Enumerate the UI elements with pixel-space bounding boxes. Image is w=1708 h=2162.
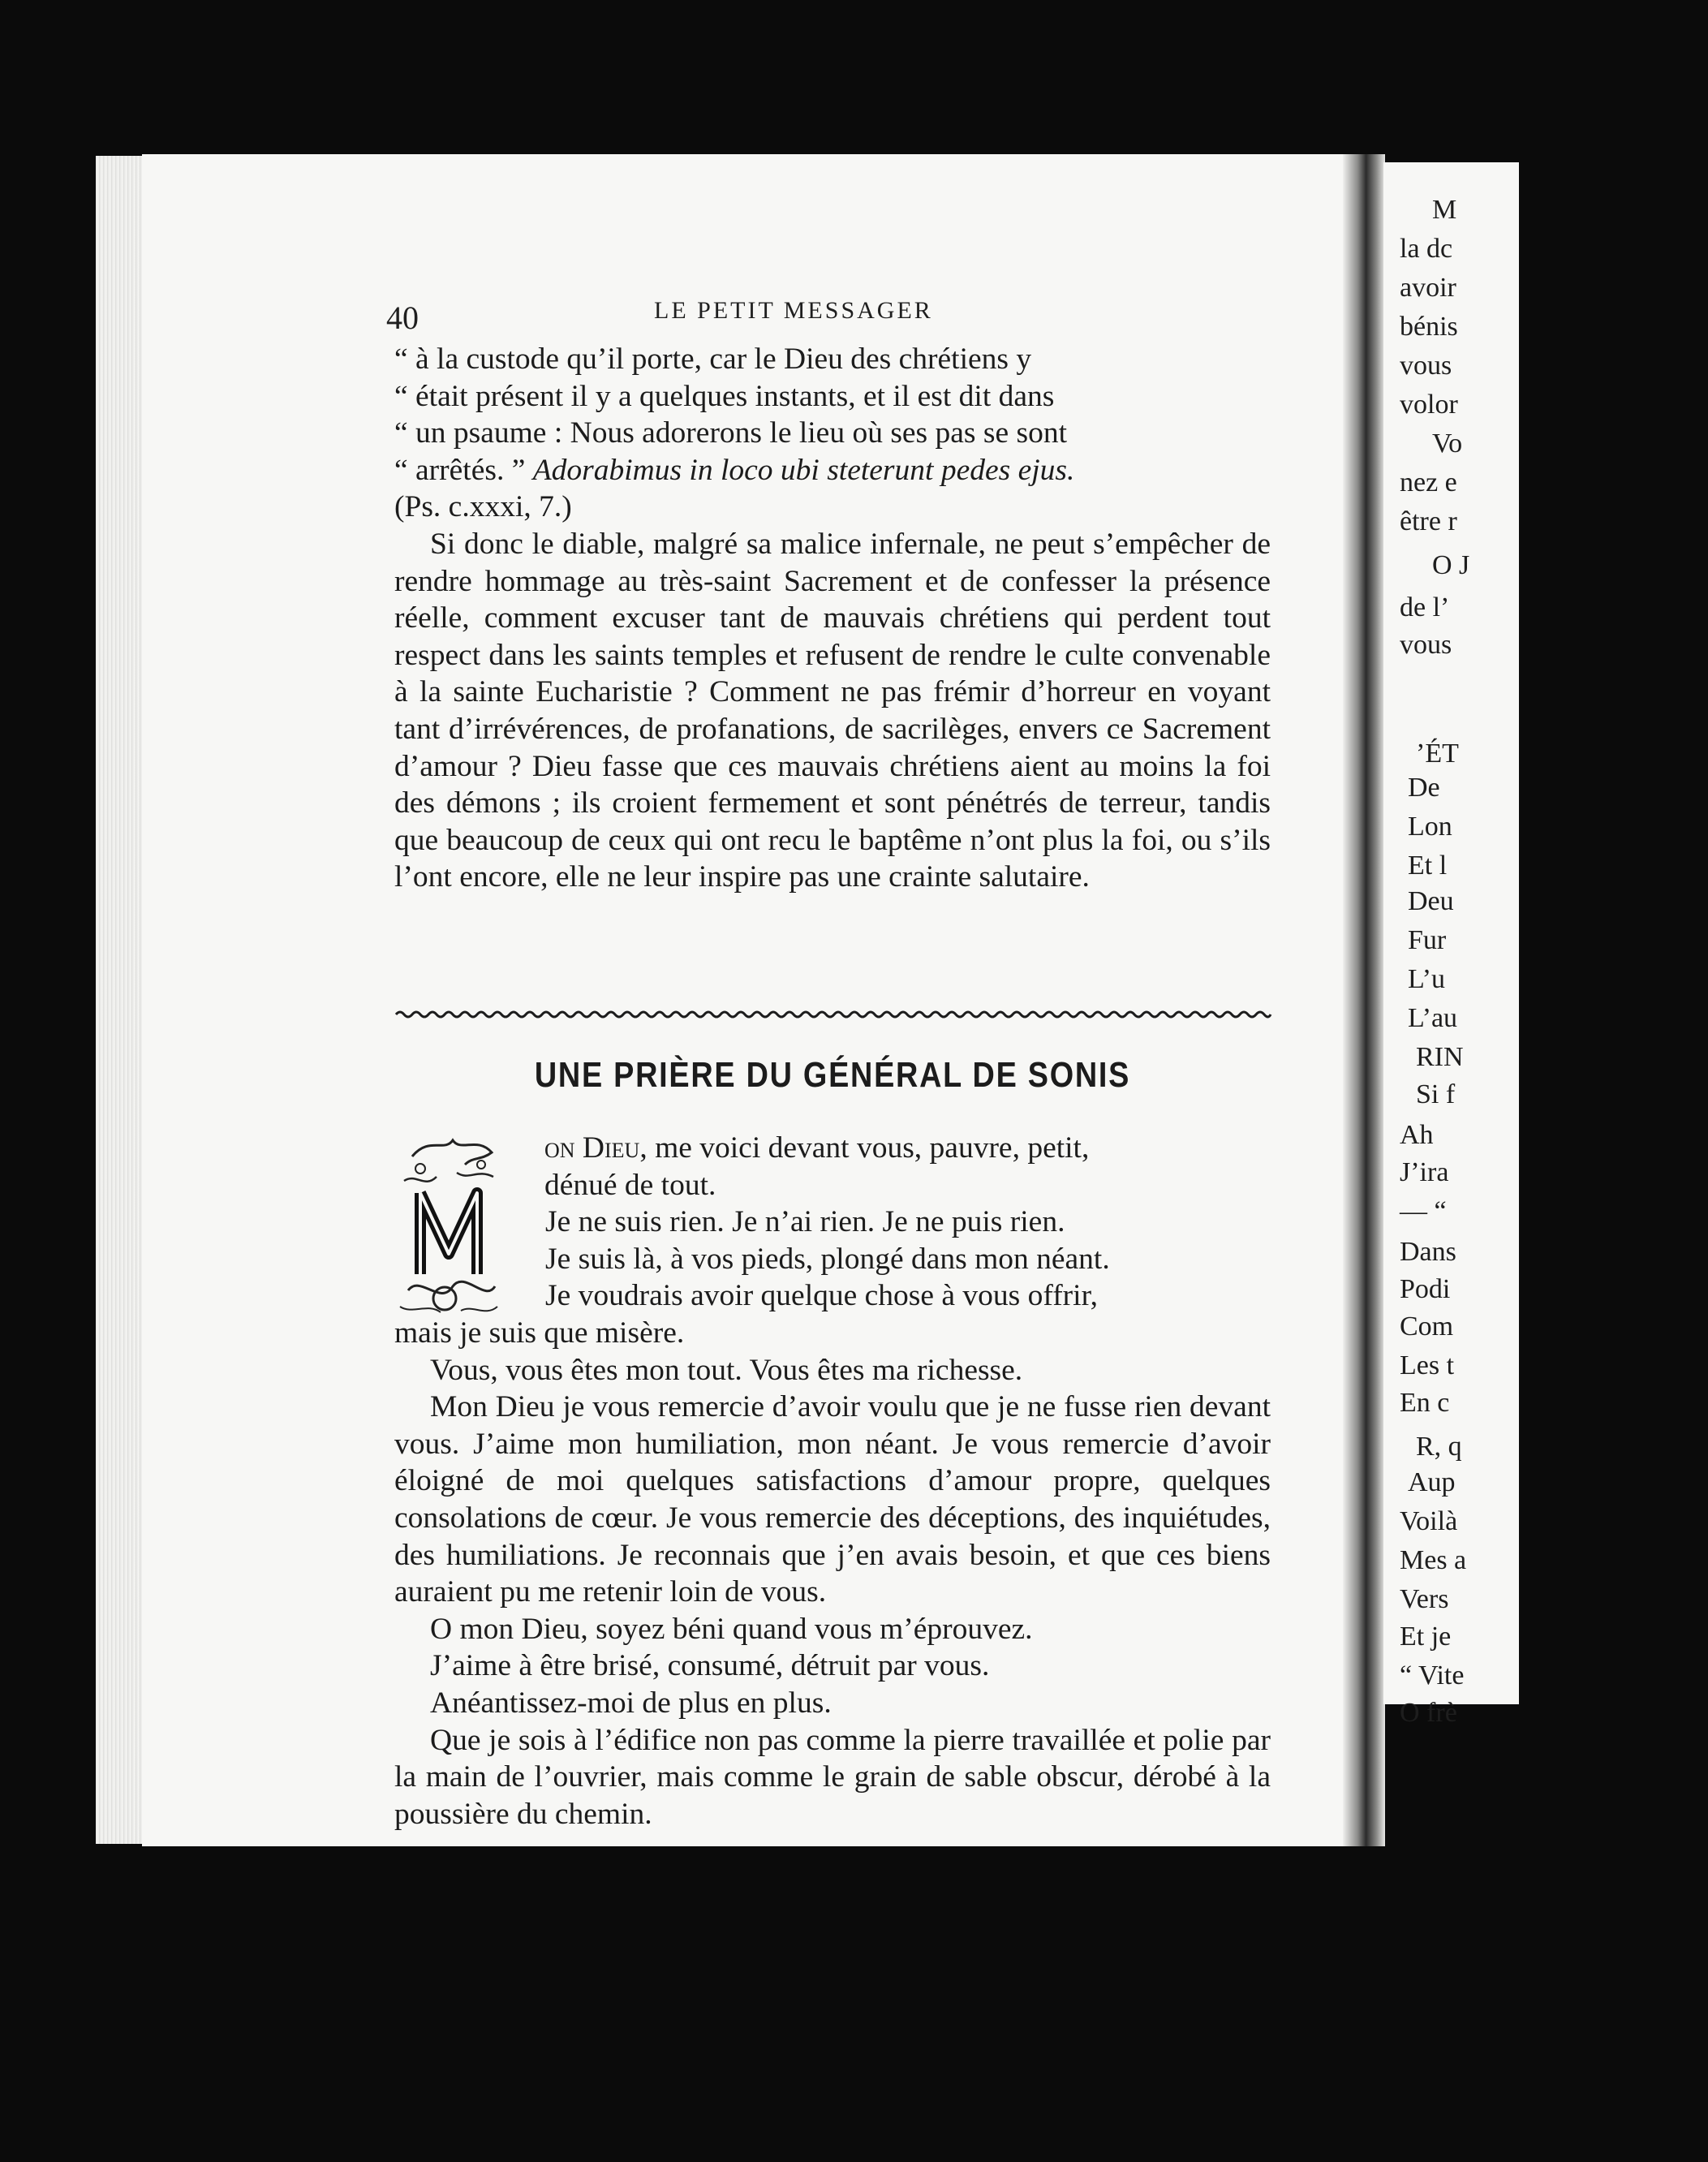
prayer-line: Je ne suis rien. Je n’ai rien. Je ne puis rien. (545, 1205, 1065, 1239)
prayer-line: dénué de tout. (544, 1168, 716, 1202)
right-page-line: L’au (1408, 1003, 1458, 1033)
right-page-line: RIN (1416, 1042, 1464, 1072)
section-title: UNE PRIÈRE DU GÉNÉRAL DE SONIS (534, 1055, 1131, 1095)
right-page-line: O J (1432, 550, 1470, 580)
right-page-line: En c (1400, 1388, 1450, 1418)
prayer-line: Je suis là, à vos pieds, plongé dans mon néant. (545, 1242, 1110, 1276)
prayer-text (394, 1130, 1271, 1833)
right-page-line: R, q (1416, 1432, 1462, 1462)
right-page-line: Et je (1400, 1622, 1452, 1652)
right-page-line: être r (1400, 506, 1457, 536)
right-page-line: J’ira (1400, 1157, 1449, 1187)
right-page-line: ’ÉT (1416, 739, 1459, 769)
intro-line: “ à la custode qu’il porte, car le Dieu des chrétiens y (394, 342, 1032, 376)
prayer-paragraph: Mon Dieu je vous remercie d’avoir voulu que je ne fusse rien devant vous. J’aime mon humiliation, mon néant. Je vous remercie d’avoir éloigné de moi quelques satisfactions d’amour propre, quelques consolations de cœur. Je vous remercie des déceptions, des inquiétudes, des humiliations. Je reconnais que j’en avais besoin, et que ces biens auraient pu me retenir loin de vous. (394, 1390, 1271, 1609)
intro-line: “ était présent il y a quelques instants, et il est dit dans (394, 379, 1055, 413)
right-page-line: Si f (1416, 1079, 1456, 1109)
prayer-paragraph: Que je sois à l’édifice non pas comme la pierre travaillée et polie par la main de l’ouvrier, mais comme le grain de sable obscur, dérobé à la poussière du chemin. (394, 1723, 1271, 1831)
right-page-line: L’u (1408, 964, 1445, 994)
right-page-line: Les t (1400, 1350, 1455, 1380)
right-page-line: Podi (1400, 1274, 1451, 1304)
right-page-line: bénis (1400, 312, 1458, 342)
right-page-line: nez e (1400, 467, 1457, 497)
prayer-opening-smallcaps: on Dieu (544, 1131, 640, 1165)
running-title: LE PETIT MESSAGER (654, 297, 933, 324)
prayer-opening-line (394, 1130, 1271, 1167)
right-page-line: M (1432, 195, 1457, 225)
right-page-line: vous (1400, 351, 1452, 381)
right-page-line: la dc (1400, 234, 1453, 264)
right-page-line: vous (1400, 630, 1452, 660)
right-page-line: Dans (1400, 1237, 1456, 1267)
intro-text (394, 341, 1271, 896)
prayer-paragraph: Anéantissez-moi de plus en plus. (430, 1686, 832, 1720)
right-page-line: volor (1400, 390, 1458, 420)
prayer-paragraph: O mon Dieu, soyez béni quand vous m’éprouvez. (430, 1612, 1033, 1646)
right-page-line: Vers (1400, 1584, 1449, 1614)
intro-quote-end: “ arrêtés. ” (394, 453, 533, 487)
right-page-line: Aup (1408, 1467, 1456, 1497)
right-page-line: Voilà (1400, 1506, 1458, 1536)
right-page-line: De (1408, 773, 1440, 803)
right-page-line: Com (1400, 1311, 1454, 1342)
right-page-line: avoir (1400, 273, 1456, 303)
prayer-line: mais je suis que misère. (394, 1316, 685, 1350)
right-page-line: Deu (1408, 886, 1454, 916)
book-gutter (1343, 154, 1385, 1846)
right-page-line: Ah (1400, 1120, 1434, 1150)
intro-line: “ un psaume : Nous adorerons le lieu où ses pas se sont (394, 416, 1068, 450)
right-page-line: Vo (1432, 429, 1463, 459)
intro-paragraph: Si donc le diable, malgré sa malice infernale, ne peut s’empêcher de rendre hommage au très-saint Sacrement et de confesser la présence réelle, comment excuser tant de mauvais chrétiens qui perdent tout respect dans les saints temples et refusent de rendre le culte convenable à la sainte Eucharistie ? Comment ne pas frémir d’horreur en voyant tant d’irrévérences, de profanations, de sacrilèges, envers ce Sacrement d’amour ? Dieu fasse que ces mauvais chrétiens aient au moins la foi des démons ; ils croient fermement et sont pénétrés de terreur, tandis que beaucoup de ceux qui ont recu le baptême n’ont plus la foi, ou s’ils l’ont encore, elle ne leur inspire pas une crainte salutaire. (394, 527, 1271, 894)
right-page-line: Fur (1408, 925, 1447, 955)
right-page-line: O frè (1400, 1698, 1457, 1728)
right-page-line: Et l (1408, 851, 1448, 881)
intro-line (394, 452, 1271, 489)
prayer-line: Je voudrais avoir quelque chose à vous offrir, (545, 1279, 1098, 1313)
right-page (1383, 162, 1519, 1728)
section-divider (396, 1006, 1271, 1023)
psalm-reference: (Ps. c.xxxi, 7.) (394, 490, 572, 524)
right-page-line: Mes a (1400, 1545, 1467, 1575)
prayer-opening-rest: , me voici devant vous, pauvre, petit, (639, 1131, 1090, 1165)
right-page-line: Lon (1408, 812, 1452, 842)
page-number: 40 (386, 299, 419, 336)
right-page-line: — “ (1400, 1196, 1447, 1226)
prayer-paragraph: J’aime à être brisé, consumé, détruit par vous. (430, 1649, 990, 1683)
page-block-edge (96, 156, 146, 1844)
prayer-paragraph: Vous, vous êtes mon tout. Vous êtes ma richesse. (430, 1353, 1023, 1387)
right-page-line: “ Vite (1400, 1660, 1465, 1690)
right-page-line: de l’ (1400, 592, 1450, 622)
latin-quote: Adorabimus in loco ubi steterunt pedes ejus. (532, 453, 1075, 487)
